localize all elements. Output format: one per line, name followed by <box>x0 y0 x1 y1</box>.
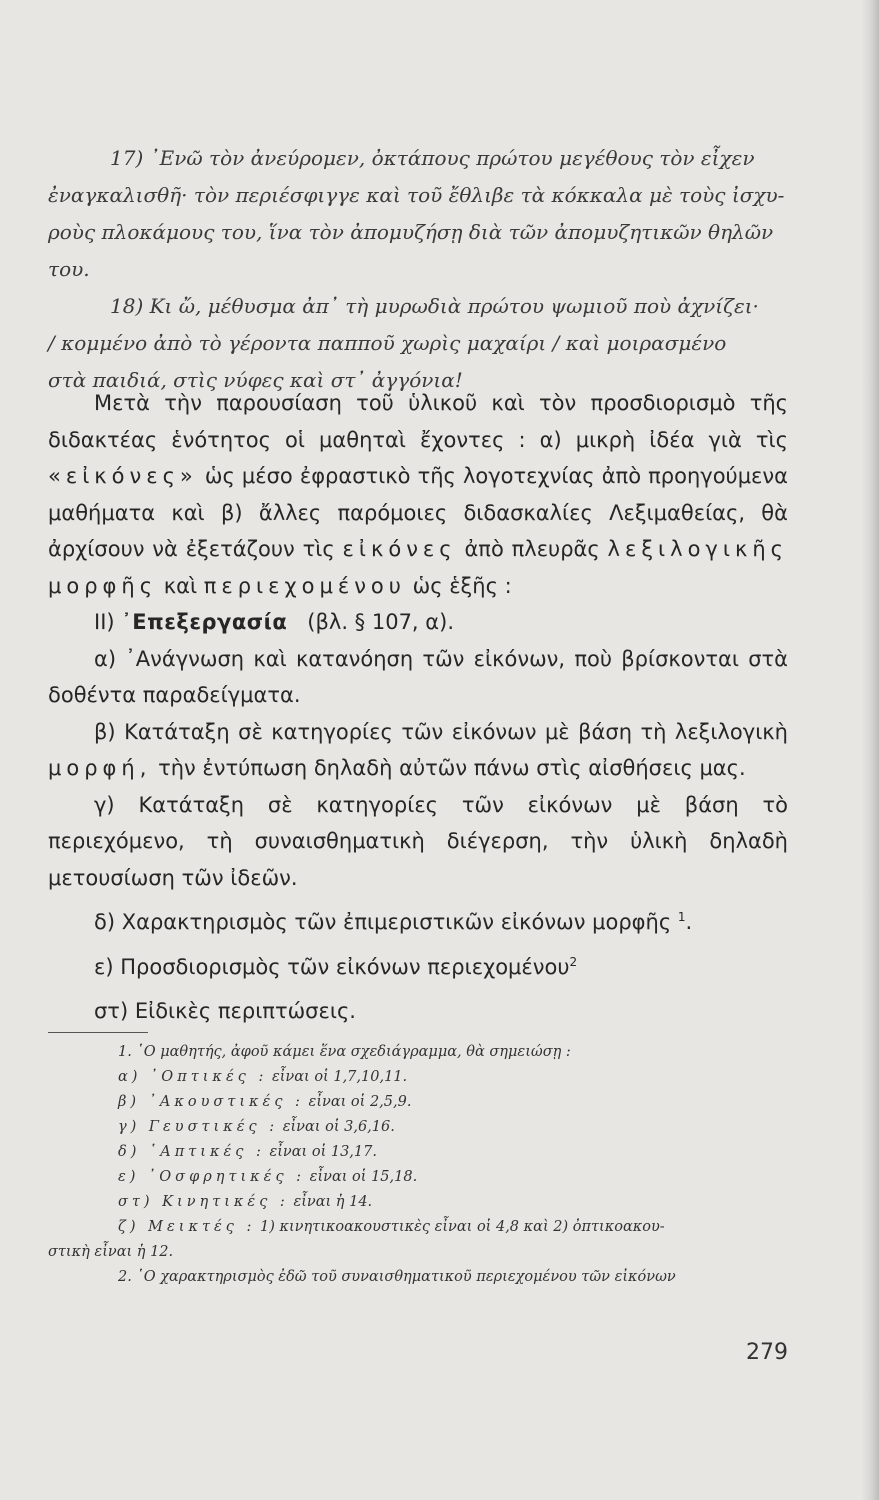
verse-17-line-1: 17) ᾿Ενῶ τὸν ἀνεύρομεν, ὀκτάπους πρώτου μεγέθους τὸν εἶχεν <box>110 146 755 170</box>
note-d-label: δ) ῾Απτικές : <box>118 1144 265 1160</box>
page-edge-shadow <box>861 0 879 1500</box>
intro-text-c: ἀπὸ πλευρᾶς <box>464 537 600 561</box>
item-d: δ) Χαρακτηρισμὸς τῶν ἐπιμεριστικῶν εἰκόνων μορφῆς $^1$. <box>94 910 693 934</box>
note-z-label: ζ) Μεικτές : <box>118 1219 256 1235</box>
item-e-text: ε) Προσδιορισμὸς τῶν εἰκόνων περιεχομένου <box>94 954 570 979</box>
note-row-a <box>48 1065 788 1090</box>
verse-17-line-4: του. <box>48 257 90 281</box>
verse-18-line-1: 18) Κι ὤ, μέθυσμα ἀπ᾿ τὴ μυρωδιὰ πρώτου ψωμιοῦ ποὺ ἀχνίζει· <box>110 294 759 318</box>
note-row-d <box>48 1140 788 1165</box>
term-morfi: μορφή, <box>48 756 152 780</box>
page-number: 279 <box>746 1340 788 1365</box>
intro-text-a: Μετὰ τὴν παρουσίαση τοῦ ὑλικοῦ καὶ τὸν προσδιορισμὸ τῆς διδακτέας ἑνότητος οἱ μαθηταὶ ἔχοντες : α) μικρὴ ἰδέα γιὰ τὶς <box>48 391 788 452</box>
note-st-label: στ) Κινητικές : <box>118 1194 289 1210</box>
section-ii-number: ΙΙ) <box>94 610 115 634</box>
poem-excerpt <box>48 140 788 399</box>
note-g-label: γ) Γευστικές : <box>118 1119 279 1135</box>
note-row-b <box>48 1090 788 1115</box>
note-e-label: ε) ᾿Οσφρητικές : <box>118 1169 306 1185</box>
note-row-z <box>48 1215 788 1240</box>
footnote-ref-2: 2 <box>569 954 578 969</box>
note-row-z-continued: στικὴ εἶναι ἡ 12. <box>48 1244 174 1260</box>
section-ii-heading <box>48 604 788 641</box>
verse-18-line-2: / κομμένο ἀπὸ τὸ γέροντα παπποῦ χωρὶς μαχαίρι / καὶ μοιρασμένο <box>48 331 727 355</box>
verse-18-line-3: στὰ παιδιά, στὶς νύφες καὶ στ᾿ ἀγγόνια! <box>48 368 463 392</box>
item-d-text: δ) Χαρακτηρισμὸς τῶν ἐπιμεριστικῶν εἰκόνων μορφῆς <box>94 910 672 934</box>
note-a-value: εἶναι οἱ 1,7,10,11. <box>271 1069 408 1085</box>
note-b-value: εἶναι οἱ 2,5,9. <box>308 1094 412 1110</box>
item-st: στ) Εἰδικὲς περιπτώσεις. <box>94 999 356 1023</box>
footnote-divider <box>48 1032 148 1033</box>
item-b <box>48 714 788 787</box>
note-st-value: εἶναι ἡ 14. <box>293 1194 373 1210</box>
footnote-1: 1. ῾Ο μαθητής, ἀφοῦ κάμει ἕνα σχεδιάγραμμα, θὰ σημειώσῃ : <box>118 1044 571 1060</box>
verse-17-line-3: ροὺς πλοκάμους του, ἵνα τὸν ἀπομυζήσῃ διὰ τῶν ἀπομυζητικῶν θηλῶν <box>48 220 774 244</box>
note-a-label: α) ᾿Οπτικές : <box>118 1069 268 1085</box>
term-eikones: «εἰκόνες» <box>48 464 198 488</box>
item-b-text-1: β) Κατάταξη σὲ κατηγορίες τῶν εἰκόνων μὲ βάση τὴ λεξιλογικὴ <box>94 719 788 744</box>
item-c: γ) Κατάταξη σὲ κατηγορίες τῶν εἰκόνων μὲ βάση τὸ περιεχόμενο, τὴ συναισθηματικὴ διέγερση, τὴν ὑλικὴ δηλαδὴ μετουσίωση τῶν ἰδεῶν. <box>48 792 788 890</box>
footnote-ref-1: 1 <box>677 910 686 924</box>
note-d-value: εἶναι οἱ 13,17. <box>269 1144 377 1160</box>
main-text <box>48 385 788 1030</box>
intro-text-b: ὡς μέσο ἐφραστικὸ τῆς λογοτεχνίας ἀπὸ προηγούμενα μαθήματα καὶ β) ἄλλες παρόμοιες διδασκαλίες Λεξιμαθείας, θὰ ἀρχίσουν νὰ ἐξετάζουν τὶς <box>48 464 788 561</box>
note-e-value: εἶναι οἱ 15,18. <box>309 1169 418 1185</box>
intro-text-d: ὡς ἑξῆς : <box>412 573 512 598</box>
note-row-e <box>48 1165 788 1190</box>
item-e <box>48 949 788 986</box>
term-eikones-2: εἰκόνες <box>342 537 457 561</box>
note-row-g <box>48 1115 788 1140</box>
note-g-value: εἶναι οἱ 3,6,16. <box>282 1119 395 1135</box>
section-ii-reference: (βλ. § 107, α). <box>307 610 454 634</box>
verse-17-line-2: ἐναγκαλισθῆ· τὸν περιέσφιγγε καὶ τοῦ ἔθλιβε τὰ κόκκαλα μὲ τοὺς ἰσχυ- <box>48 183 785 207</box>
note-b-label: β) ᾿Ακουστικές : <box>118 1094 304 1110</box>
intro-paragraph <box>48 385 788 604</box>
footnote-2: 2. ῾Ο χαρακτηρισμὸς ἐδῶ τοῦ συναισθηματικοῦ περιεχομένου τῶν εἰκόνων <box>118 1269 676 1285</box>
term-periexomenou: περιεχομένου <box>203 573 406 598</box>
term-lexilogikis-morfis: λεξιλογικῆς μορφῆς <box>48 537 788 598</box>
section-ii-title: ᾿Επεξεργασία <box>121 610 288 634</box>
footnotes <box>48 1040 788 1290</box>
note-row-st <box>48 1190 788 1215</box>
item-b-text-2: τὴν ἐντύπωση δηλαδὴ αὐτῶν πάνω στὶς αἰσθήσεις μας. <box>158 756 746 780</box>
intro-text-kai: καὶ <box>163 573 198 598</box>
book-page <box>48 0 788 1500</box>
item-a: α) ᾿Ανάγνωση καὶ κατανόηση τῶν εἰκόνων, ποὺ βρίσκονται στὰ δοθέντα παραδείγματα. <box>48 646 788 707</box>
note-z-value: 1) κινητικοακουστικὲς εἶναι οἱ 4,8 καὶ 2) ὀπτικοακου- <box>259 1219 665 1235</box>
